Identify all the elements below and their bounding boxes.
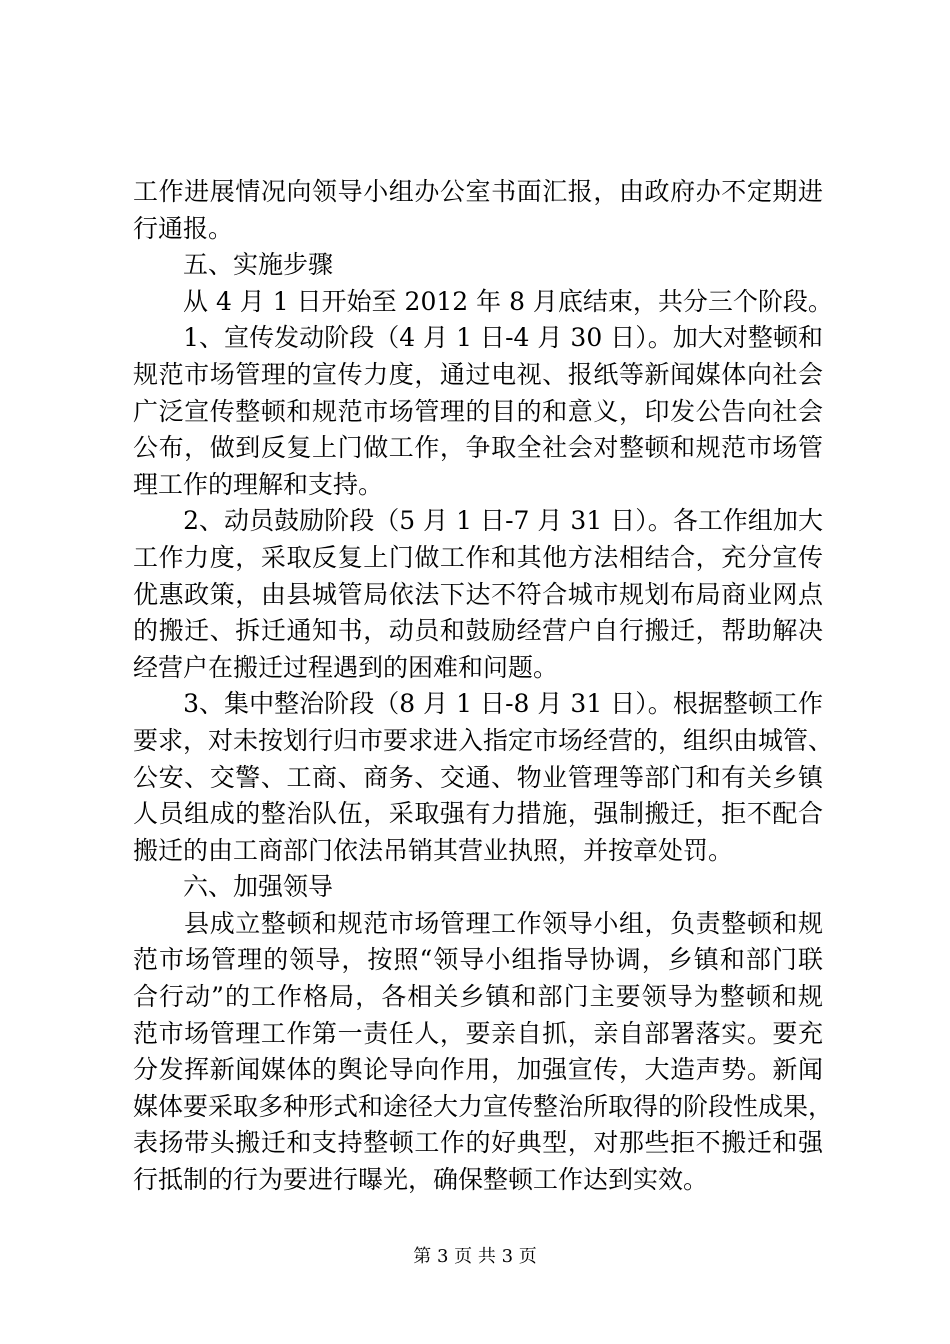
body-text-line: 从 4 月 1 日开始至 2012 年 8 月底结束，共分三个阶段。: [133, 286, 833, 316]
body-text-line: 表扬带头搬迁和支持整顿工作的好典型，对那些拒不搬迁和强: [133, 1128, 823, 1158]
body-text-line: 合行动”的工作格局，各相关乡镇和部门主要领导为整顿和规: [133, 982, 823, 1012]
body-text-line: 规范市场管理的宣传力度，通过电视、报纸等新闻媒体向社会: [133, 359, 823, 389]
body-text-line: 优惠政策，由县城管局依法下达不符合城市规划布局商业网点: [133, 579, 823, 609]
body-text-line: 要求，对未按划行归市要求进入指定市场经营的，组织由城管、: [133, 725, 834, 755]
body-text-line: 行抵制的行为要进行曝光，确保整顿工作达到实效。: [133, 1165, 709, 1195]
body-text-line: 范市场管理工作第一责任人，要亲自抓，亲自部署落实。要充: [133, 1018, 823, 1048]
body-text-line: 1、宣传发动阶段（4 月 1 日-4 月 30 日）。加大对整顿和: [133, 323, 823, 353]
body-text-line: 公布，做到反复上门做工作，争取全社会对整顿和规范市场管: [133, 433, 823, 463]
body-text-line: 六、加强领导: [133, 872, 334, 902]
page-footer: 第 3 页 共 3 页: [413, 1246, 537, 1267]
body-text-line: 媒体要采取多种形式和途径大力宣传整治所取得的阶段性成果，: [133, 1091, 834, 1121]
body-text-line: 经营户在搬迁过程遇到的困难和问题。: [133, 652, 559, 682]
body-text-line: 理工作的理解和支持。: [133, 469, 384, 499]
body-text-line: 广泛宣传整顿和规范市场管理的目的和意义，印发公告向社会: [133, 396, 823, 426]
document-body: [133, 174, 834, 1199]
body-text-line: 的搬迁、拆迁通知书，动员和鼓励经营户自行搬迁，帮助解决: [133, 616, 823, 646]
body-text-line: 2、动员鼓励阶段（5 月 1 日-7 月 31 日）。各工作组加大: [133, 506, 823, 536]
body-text-line: 行通报。: [133, 213, 234, 243]
body-text-line: 搬迁的由工商部门依法吊销其营业执照，并按章处罚。: [133, 835, 734, 865]
body-text-line: 分发挥新闻媒体的舆论导向作用，加强宣传，大造声势。新闻: [133, 1055, 823, 1085]
body-text-line: 人员组成的整治队伍，采取强有力措施，强制搬迁，拒不配合: [133, 799, 823, 829]
body-text-line: 3、集中整治阶段（8 月 1 日-8 月 31 日）。根据整顿工作: [133, 689, 823, 719]
body-text-line: 工作力度，采取反复上门做工作和其他方法相结合，充分宣传: [133, 542, 823, 572]
body-text-line: 县成立整顿和规范市场管理工作领导小组，负责整顿和规: [133, 908, 823, 938]
body-text-line: 工作进展情况向领导小组办公室书面汇报，由政府办不定期进: [133, 177, 823, 206]
body-text-line: 公安、交警、工商、商务、交通、物业管理等部门和有关乡镇: [133, 762, 823, 792]
body-text-line: 范市场管理的领导，按照“领导小组指导协调，乡镇和部门联: [133, 945, 823, 975]
body-text-line: 五、实施步骤: [133, 250, 334, 280]
